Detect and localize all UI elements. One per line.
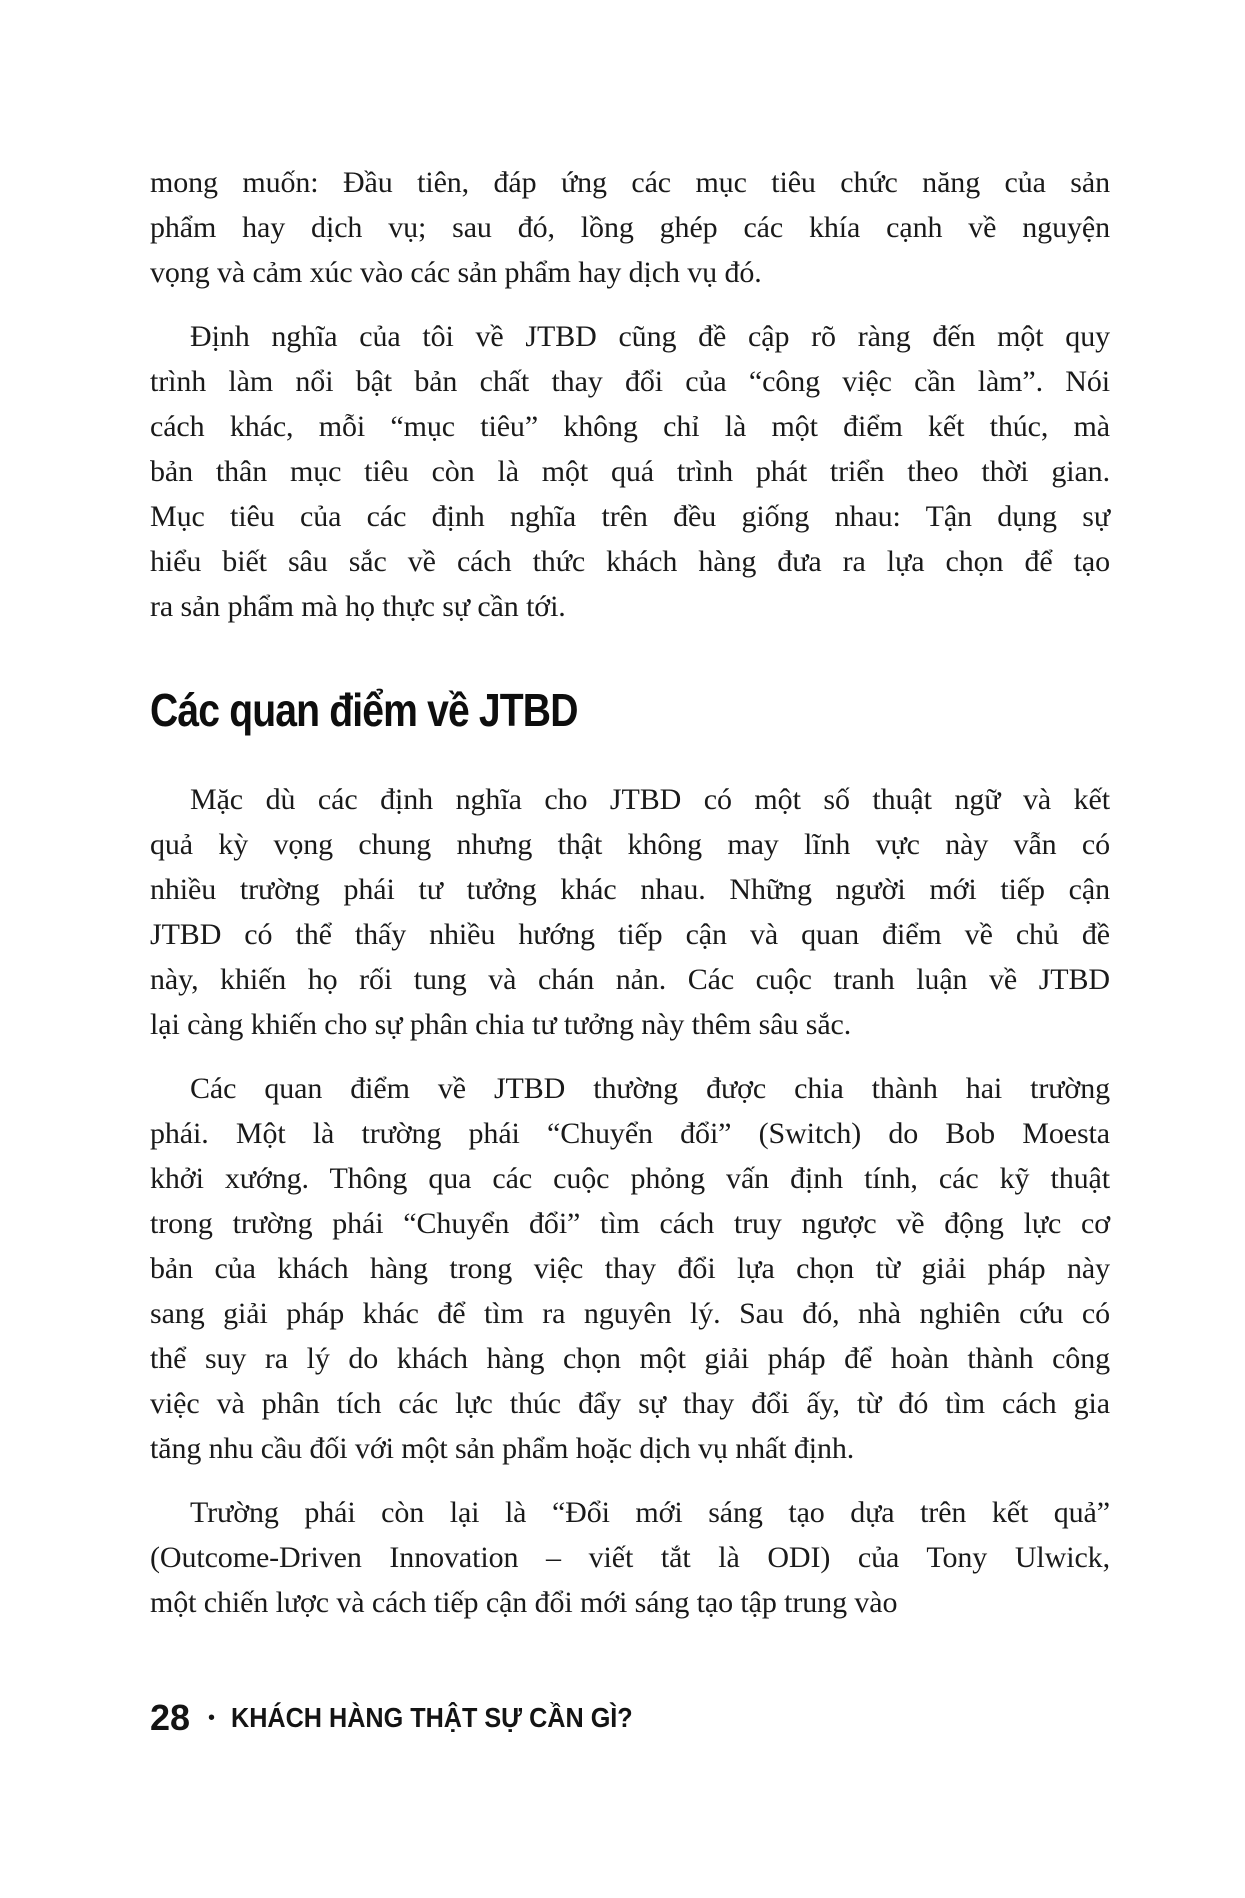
- page-footer: [150, 1698, 677, 1738]
- paragraph: [150, 160, 1110, 295]
- paragraph: [150, 1490, 1110, 1625]
- text-line: bản thân mục tiêu còn là một quá trình phát triển theo thời gian.: [150, 455, 1110, 488]
- footer-bullet-separator: •: [208, 1706, 216, 1729]
- text-line: tăng nhu cầu đối với một sản phẩm hoặc dịch vụ nhất định.: [150, 1432, 855, 1465]
- text-line: lại càng khiến cho sự phân chia tư tưởng này thêm sâu sắc.: [150, 1008, 852, 1041]
- text-line: ra sản phẩm mà họ thực sự cần tới.: [150, 590, 566, 623]
- text-line: mong muốn: Đầu tiên, đáp ứng các mục tiêu chức năng của sản: [150, 166, 1110, 199]
- page-number: 28: [150, 1697, 191, 1738]
- text-line: Các quan điểm về JTBD thường được chia thành hai trường: [190, 1072, 1110, 1105]
- text-line: Trường phái còn lại là “Đổi mới sáng tạo dựa trên kết quả”: [190, 1496, 1110, 1529]
- text-line: trong trường phái “Chuyển đổi” tìm cách truy ngược về động lực cơ: [150, 1207, 1110, 1240]
- text-line: hiểu biết sâu sắc về cách thức khách hàng đưa ra lựa chọn để tạo: [150, 545, 1110, 578]
- paragraph: [150, 314, 1110, 629]
- text-line: cách khác, mỗi “mục tiêu” không chỉ là một điểm kết thúc, mà: [150, 410, 1110, 443]
- text-line: việc và phân tích các lực thúc đẩy sự thay đổi ấy, từ đó tìm cách gia: [150, 1387, 1110, 1420]
- paragraph: [150, 777, 1110, 1047]
- text-line: sang giải pháp khác để tìm ra nguyên lý. Sau đó, nhà nghiên cứu có: [150, 1297, 1110, 1330]
- text-line: trình làm nổi bật bản chất thay đổi của “công việc cần làm”. Nói: [150, 365, 1110, 398]
- text-line: thể suy ra lý do khách hàng chọn một giải pháp để hoàn thành công: [150, 1342, 1110, 1375]
- text-line: phẩm hay dịch vụ; sau đó, lồng ghép các khía cạnh về nguyện: [150, 211, 1110, 244]
- text-line: vọng và cảm xúc vào các sản phẩm hay dịch vụ đó.: [150, 256, 762, 289]
- text-line: này, khiến họ rối tung và chán nản. Các cuộc tranh luận về JTBD: [150, 963, 1110, 996]
- text-line: Mục tiêu của các định nghĩa trên đều giống nhau: Tận dụng sự: [150, 500, 1110, 533]
- text-line: phái. Một là trường phái “Chuyển đổi” (Switch) do Bob Moesta: [150, 1117, 1110, 1150]
- text-line: JTBD có thể thấy nhiều hướng tiếp cận và quan điểm về chủ đề: [150, 918, 1110, 951]
- text-line: bản của khách hàng trong việc thay đổi lựa chọn từ giải pháp này: [150, 1252, 1110, 1285]
- text-line: Mặc dù các định nghĩa cho JTBD có một số thuật ngữ và kết: [190, 783, 1110, 816]
- section-heading: [150, 683, 1110, 737]
- text-line: (Outcome-Driven Innovation – viết tắt là ODI) của Tony Ulwick,: [150, 1541, 1110, 1574]
- paragraph: [150, 1066, 1110, 1471]
- footer-book-title: KHÁCH HÀNG THẬT SỰ CẦN GÌ?: [231, 1702, 633, 1733]
- text-line: nhiều trường phái tư tưởng khác nhau. Những người mới tiếp cận: [150, 873, 1110, 906]
- text-line: Định nghĩa của tôi về JTBD cũng đề cập rõ ràng đến một quy: [190, 320, 1110, 353]
- section-heading-text: Các quan điểm về JTBD: [150, 684, 578, 736]
- text-line: một chiến lược và cách tiếp cận đổi mới sáng tạo tập trung vào: [150, 1586, 898, 1619]
- text-line: quả kỳ vọng chung nhưng thật không may lĩnh vực này vẫn có: [150, 828, 1110, 861]
- text-line: khởi xướng. Thông qua các cuộc phỏng vấn định tính, các kỹ thuật: [150, 1162, 1110, 1195]
- text-block: [150, 160, 1110, 1625]
